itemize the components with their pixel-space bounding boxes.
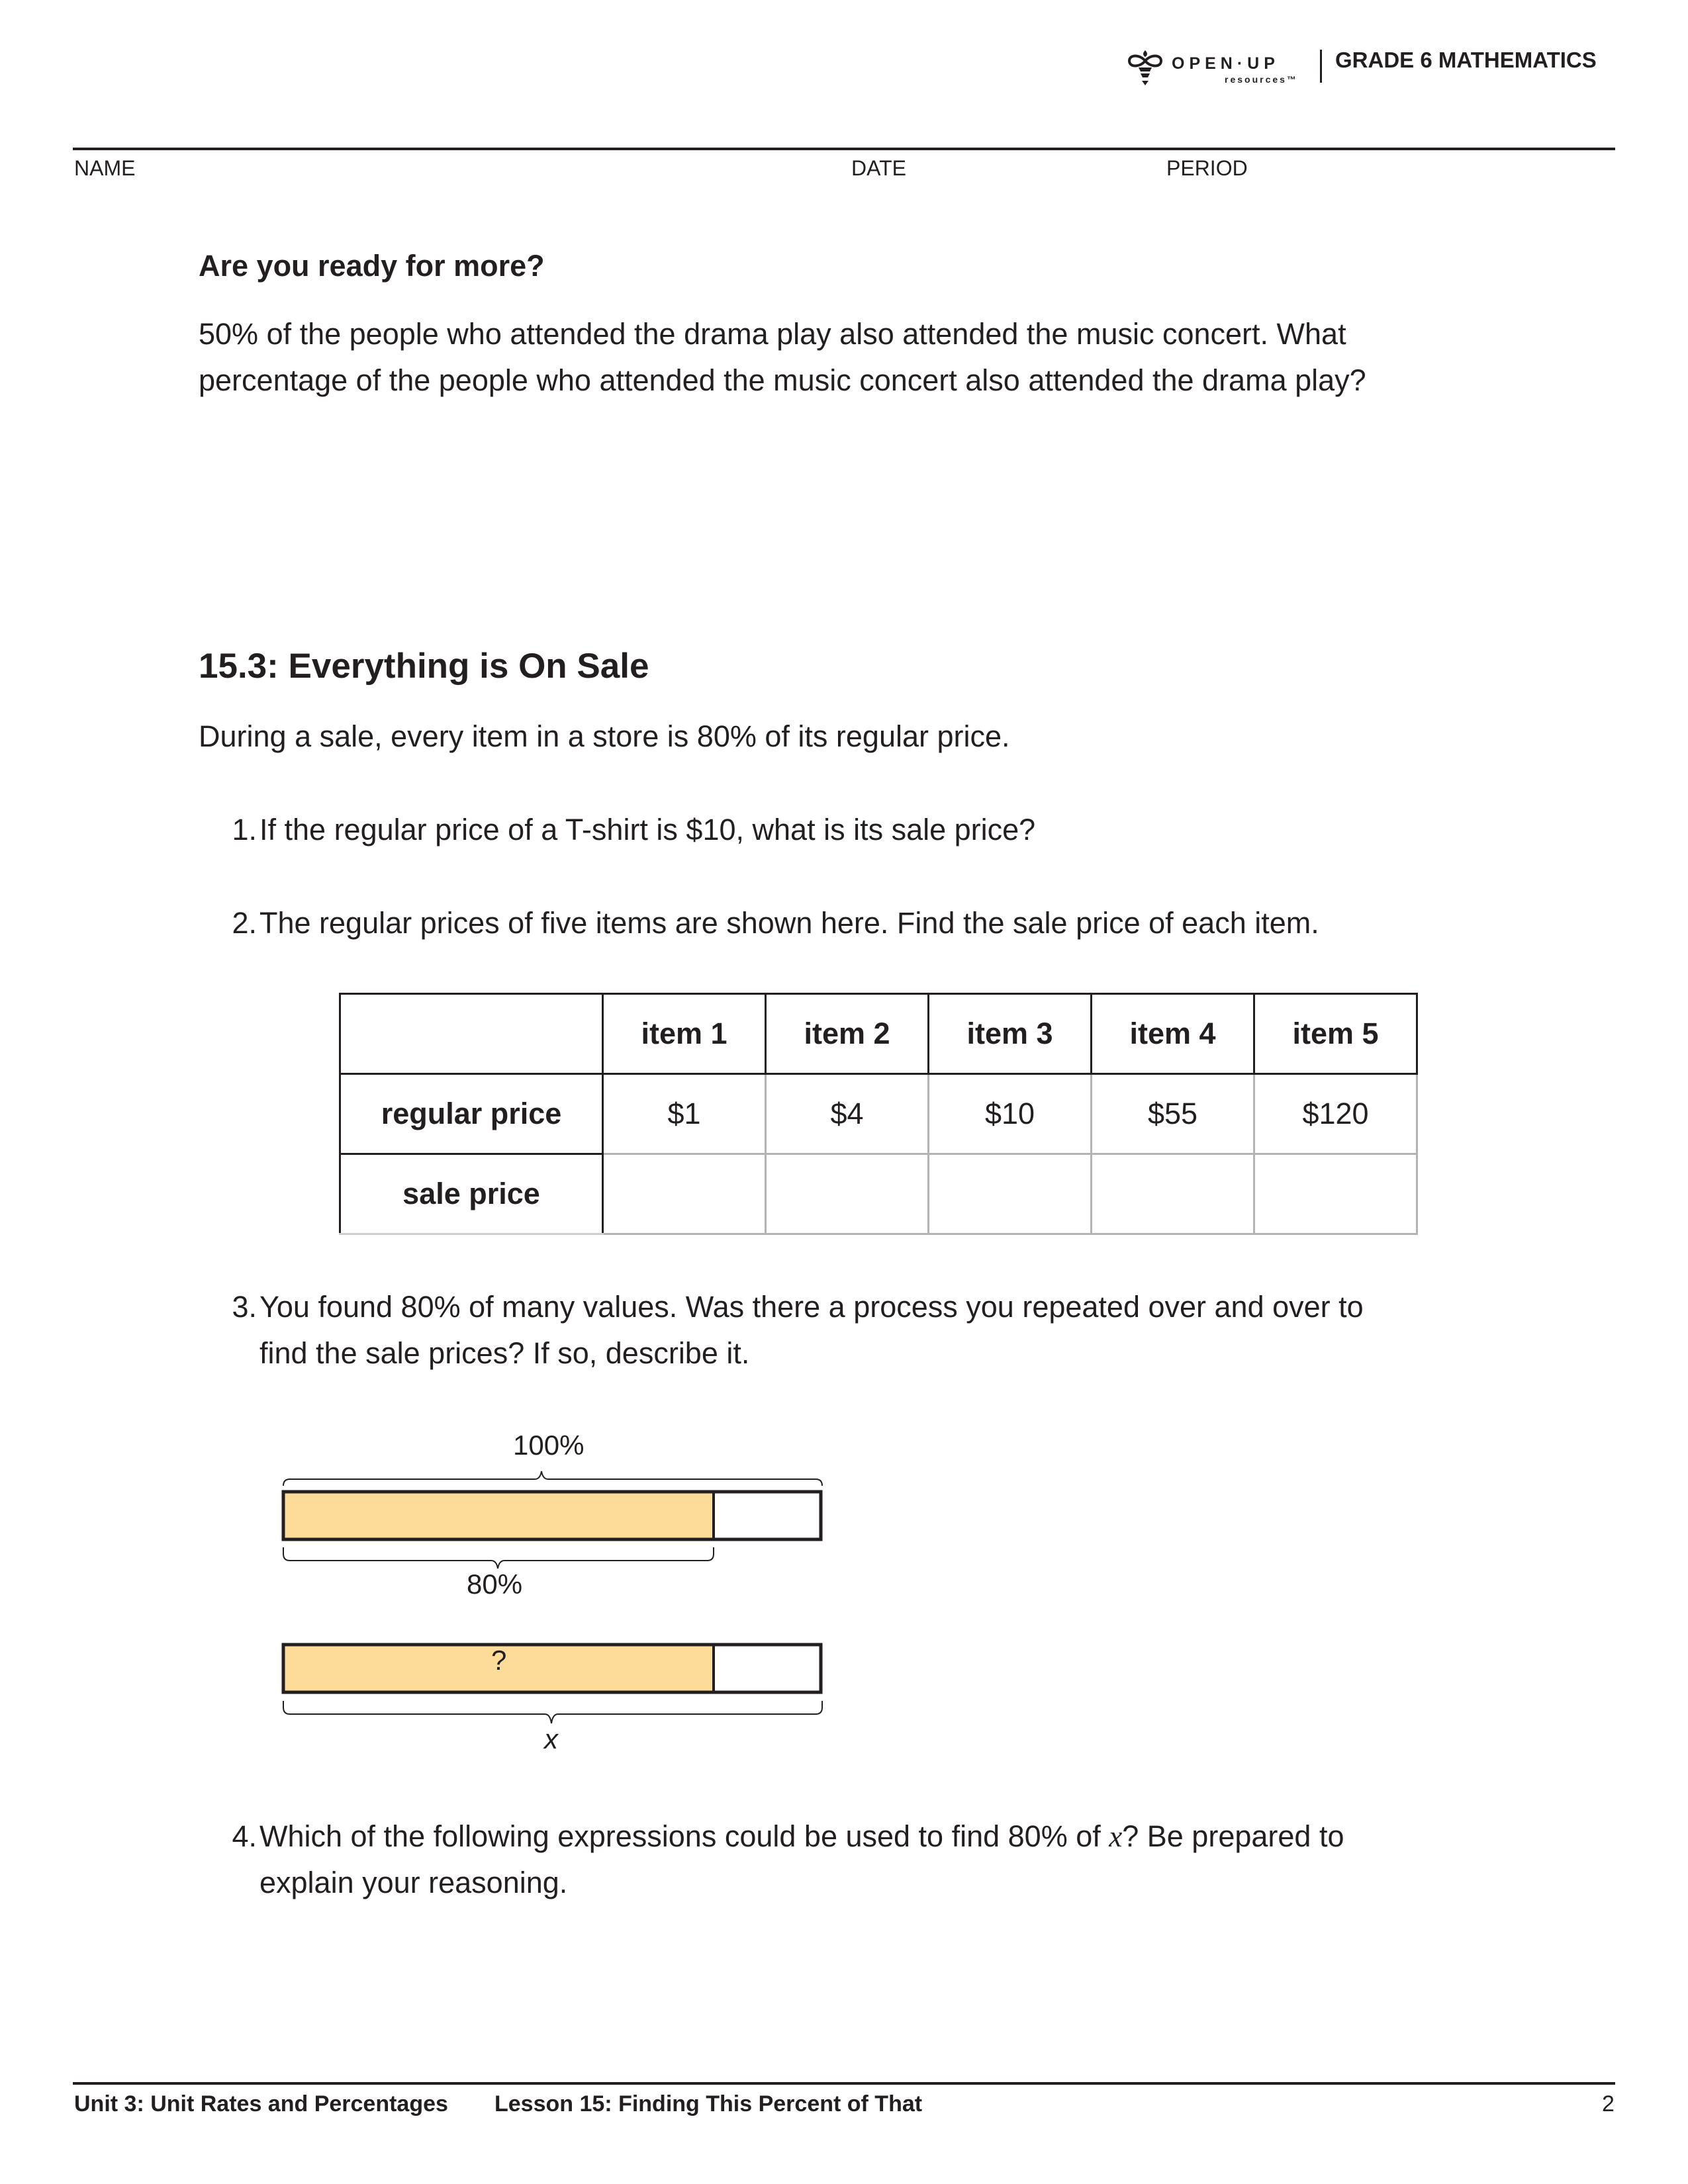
name-field-label: NAME (74, 156, 136, 180)
question-text-line-1: You found 80% of many values. Was there a process you repeated over and over to (259, 1290, 1364, 1324)
ready-for-more-line-1: 50% of the people who attended the drama play also attended the music concert. What (199, 317, 1346, 351)
question-number: 4. (232, 1819, 257, 1853)
footer-unit: Unit 3: Unit Rates and Percentages (74, 2091, 448, 2116)
question-4 (199, 1813, 1344, 1860)
label-80-percent: 80% (467, 1569, 523, 1600)
header-divider (1320, 50, 1322, 83)
brace-top-icon (283, 1471, 822, 1486)
question-2 (199, 900, 1319, 946)
label-100-percent: 100% (513, 1430, 585, 1461)
question-number: 1. (232, 813, 257, 846)
question-text: If the regular price of a T-shirt is $10, what is its sale price? (259, 813, 1036, 846)
table-header-row (340, 994, 1417, 1074)
brace-bottom-icon (283, 1701, 822, 1723)
question-text: The regular prices of five items are shown here. Find the sale price of each item. (259, 906, 1319, 940)
row-header-regular-price: regular price (340, 1074, 603, 1154)
logo-subtitle: resources™ (1225, 74, 1298, 85)
sale-price-item-1[interactable] (603, 1154, 766, 1234)
column-header-item-4: item 4 (1092, 994, 1254, 1074)
question-4-line-2: explain your reasoning. (259, 1866, 568, 1899)
brace-bottom-icon (283, 1547, 714, 1569)
regular-price-item-4: $55 (1092, 1074, 1254, 1154)
question-number: 3. (232, 1290, 257, 1324)
label-unknown: ? (491, 1645, 507, 1676)
question-number: 2. (232, 906, 257, 940)
section-intro: During a sale, every item in a store is 80% of its regular price. (199, 719, 1010, 753)
period-field-label: PERIOD (1166, 156, 1248, 180)
question-text-part-1: Which of the following expressions could be used to find 80% of (259, 1819, 1109, 1853)
regular-price-item-1: $1 (603, 1074, 766, 1154)
variable-x: x (1109, 1820, 1123, 1853)
row-header-sale-price: sale price (340, 1154, 603, 1234)
date-field-label: DATE (851, 156, 906, 180)
course-title: GRADE 6 MATHEMATICS (1335, 48, 1597, 72)
question-1 (199, 807, 1035, 853)
footer-rule (73, 2082, 1615, 2085)
price-table (339, 993, 1418, 1235)
ready-for-more-heading: Are you ready for more? (199, 249, 545, 283)
tape-diagram-percent (278, 1463, 827, 1575)
regular-price-item-5: $120 (1254, 1074, 1417, 1154)
footer-lesson: Lesson 15: Finding This Percent of That (494, 2091, 923, 2116)
page-number: 2 (1602, 2091, 1615, 2116)
open-up-resources-logo (1125, 48, 1297, 87)
sale-price-item-5[interactable] (1254, 1154, 1417, 1234)
regular-price-item-2: $4 (766, 1074, 929, 1154)
bee-logo-icon (1125, 48, 1165, 87)
top-rule (73, 148, 1615, 150)
column-header-item-3: item 3 (929, 994, 1092, 1074)
question-3 (199, 1284, 1364, 1330)
label-variable-x: x (544, 1723, 558, 1754)
table-row (340, 1074, 1417, 1154)
question-3-line-2: find the sale prices? If so, describe it. (259, 1336, 750, 1370)
table-corner-cell (340, 994, 603, 1074)
sale-price-item-2[interactable] (766, 1154, 929, 1234)
section-heading: 15.3: Everything is On Sale (199, 647, 649, 686)
question-text-part-2: ? Be prepared to (1122, 1819, 1344, 1853)
ready-for-more-line-2: percentage of the people who attended the music concert also attended the drama play? (199, 363, 1366, 397)
column-header-item-5: item 5 (1254, 994, 1417, 1074)
sale-price-item-4[interactable] (1092, 1154, 1254, 1234)
logo-wordmark: OPEN·UP (1172, 54, 1280, 73)
tape-diagram-unknown (278, 1638, 827, 1731)
sale-price-item-3[interactable] (929, 1154, 1092, 1234)
regular-price-item-3: $10 (929, 1074, 1092, 1154)
table-row (340, 1154, 1417, 1234)
column-header-item-2: item 2 (766, 994, 929, 1074)
column-header-item-1: item 1 (603, 994, 766, 1074)
